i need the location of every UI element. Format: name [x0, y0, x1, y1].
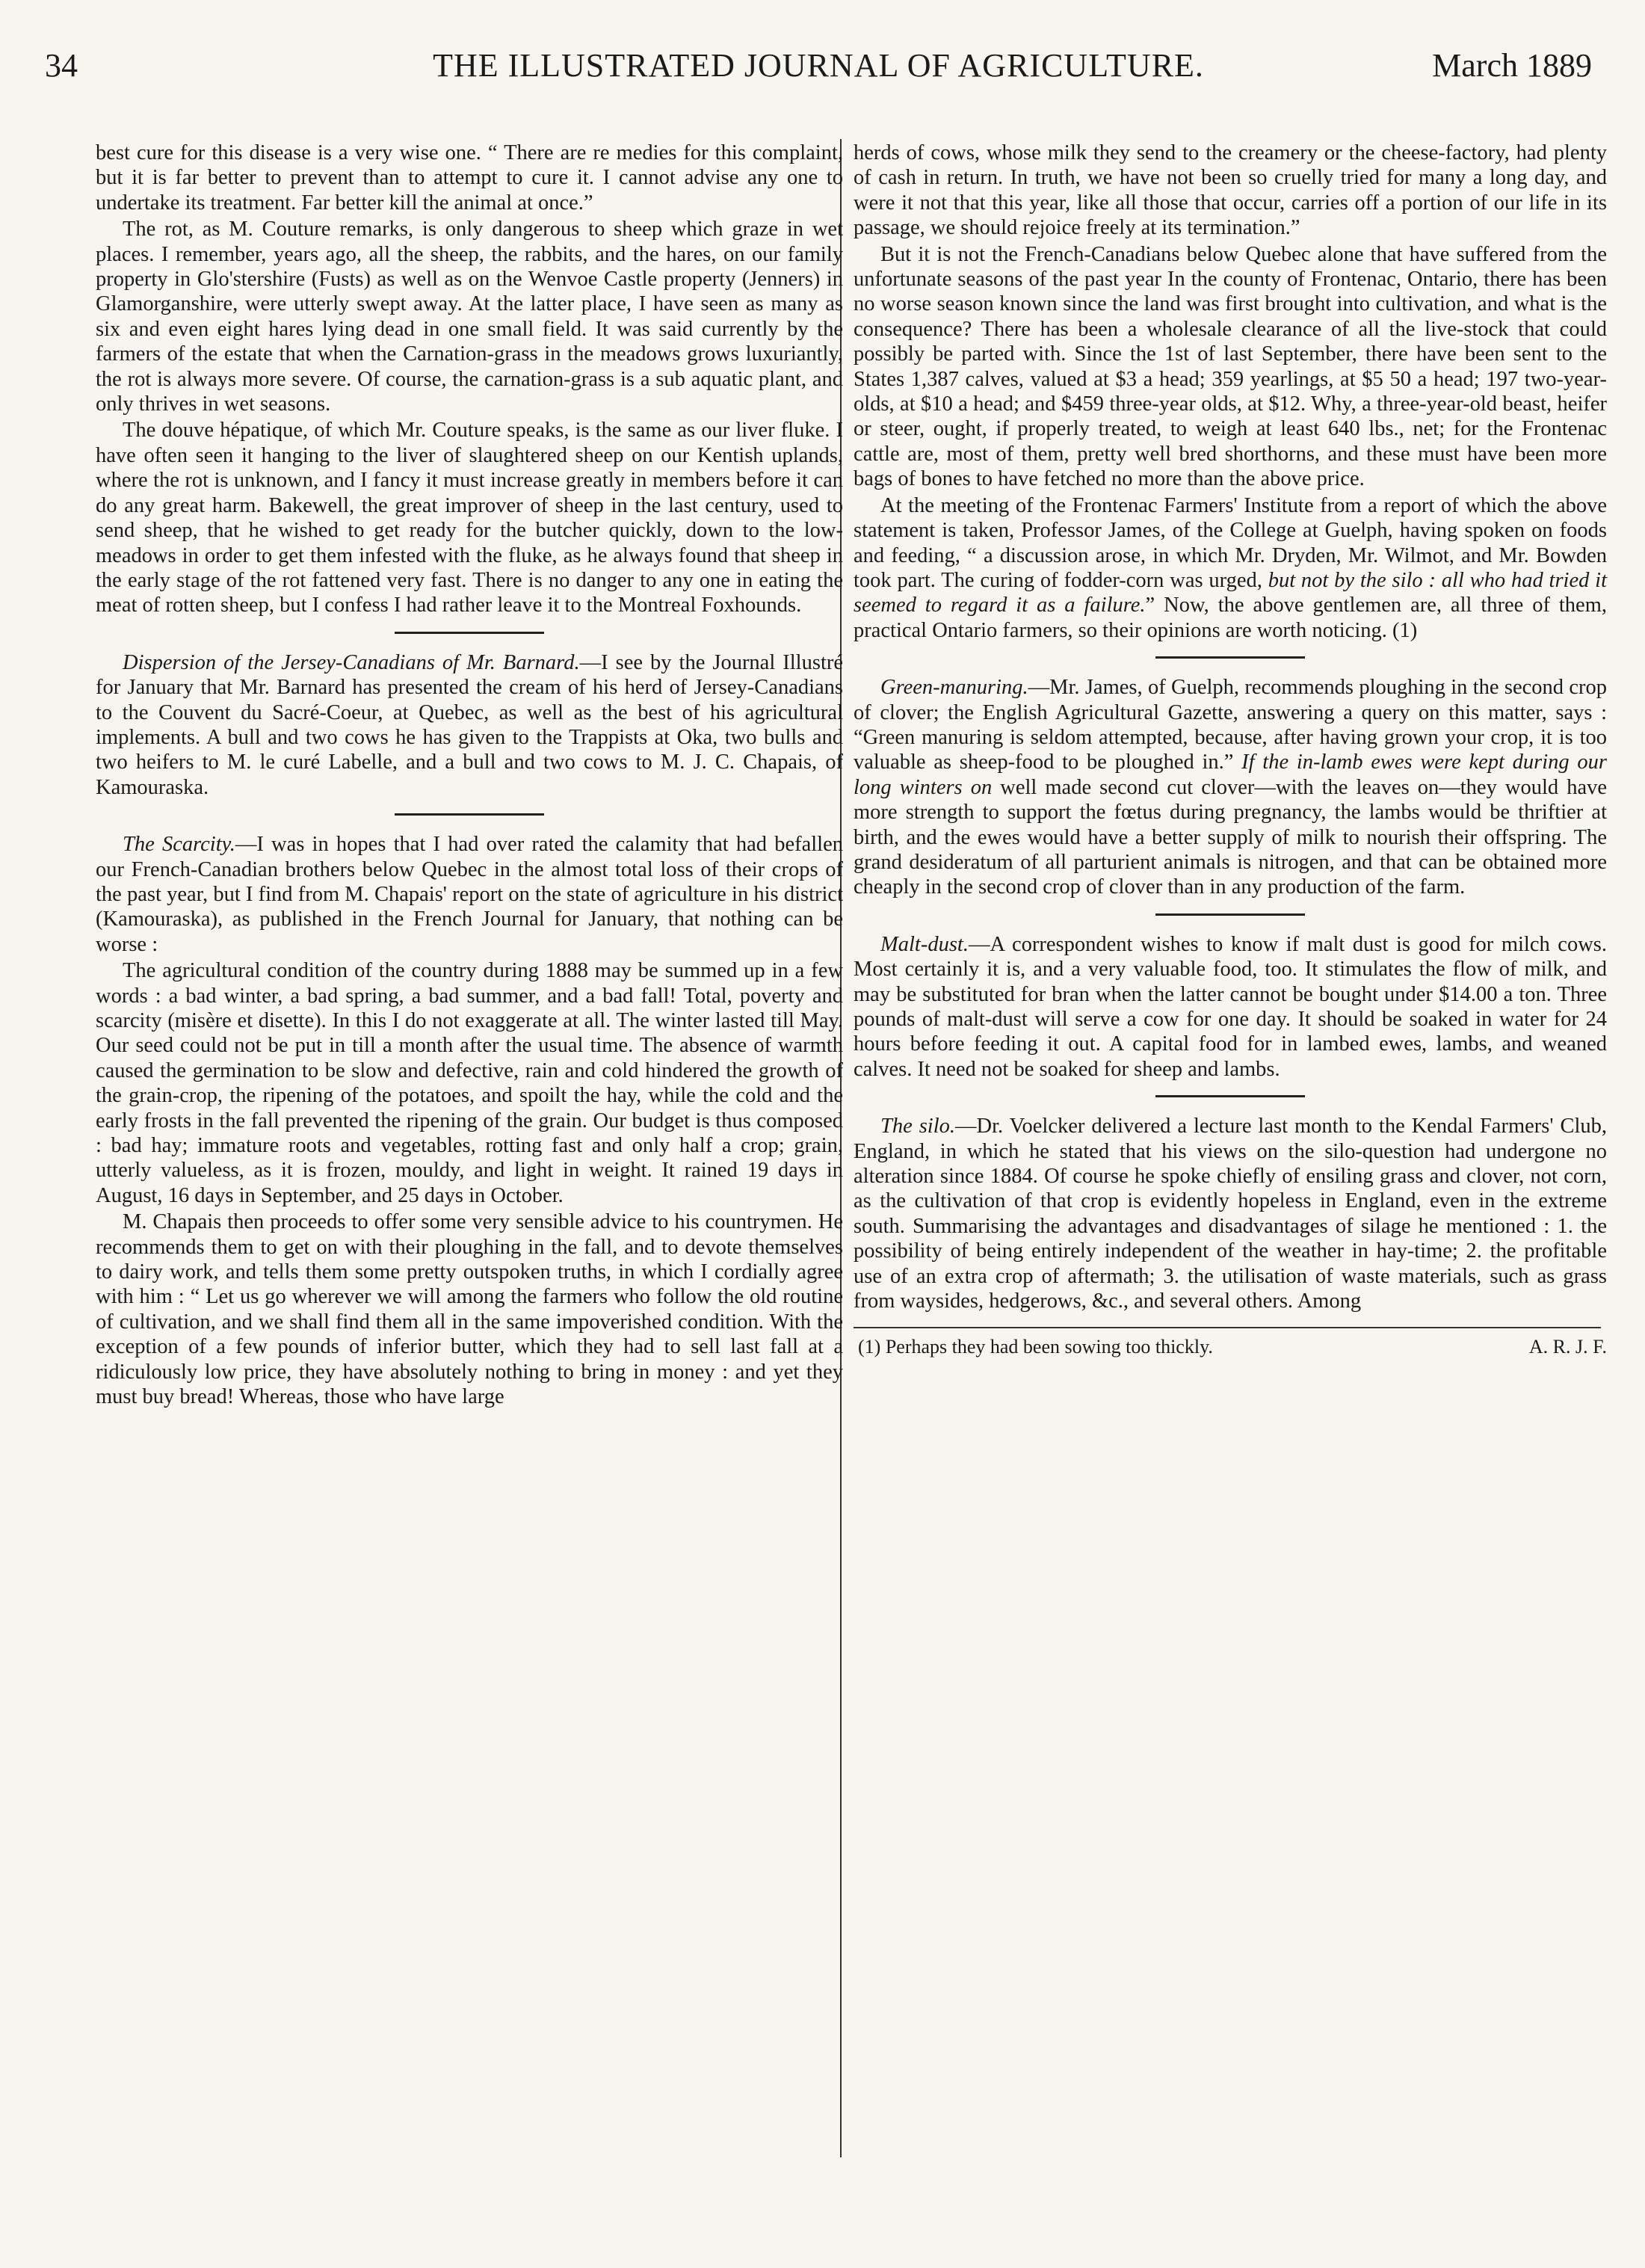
text-run: ” Now, the above gentlemen are, all three of them, practical Ontario farmers, so their opinions are worth noticing. (1) [854, 594, 1607, 642]
paragraph: best cure for this disease is a very wise one. “ There are re medies for this complaint, but it is far better to prevent than to attempt to cure it. I cannot advise any one to undertake its treatment. Far better kill the animal at once.” [96, 141, 843, 215]
section-body: —I was in hopes that I had over rated the calamity that had befallen our French-Canadian brothers below Quebec in the almost total loss of their crops of the past year, but I find from M. Chapais' report on the state of agriculture in his district (Kamouraska), as published in the French Journal for January, that nothing can be worse : [96, 833, 843, 956]
section-title: The silo. [880, 1115, 956, 1138]
section-rule [1155, 913, 1305, 916]
journal-title: THE ILLUSTRATED JOURNAL OF AGRICULTURE. [433, 47, 1204, 84]
footnote-text: (1) Perhaps they had been sowing too thickly. [858, 1336, 1213, 1358]
text-run: —Mr. James, of Guelph, recommends ploughing in the second crop of clover; the English Agricultural Gazette, answering a query on this matter, says : “Green manuring is seldom attempted, because, after having grown your crop, it is too valuable as sheep-food to be ploughed in.” [854, 676, 1607, 774]
paragraph: M. Chapais then proceeds to offer some very sensible advice to his countrymen. He recommends them to get on with their ploughing in the fall, and to devote themselves to dairy work, and tells them some pretty outspoken truths, in which I cordially agree with him : “ Let us go wherever we will among the farmers who follow the old routine of cultivation, and we shall find them all in the same impoverished condition. With the exception of a few pounds of inferior butter, which they had to sell last fall at a ridiculously low price, they have absolutely nothing to bring in money : and yet they must buy bread! Whereas, those who have large [96, 1210, 843, 1409]
section-rule [395, 632, 544, 634]
page-number: 34 [45, 47, 78, 84]
running-header [45, 46, 1592, 99]
section-rule [1155, 656, 1305, 659]
section-malt-dust [854, 932, 1607, 1082]
footnote-rule [854, 1327, 1601, 1328]
section-green-manuring [854, 675, 1607, 900]
paragraph: herds of cows, whose milk they send to the creamery or the cheese-factory, had plenty of cash in return. In truth, we have not been so cruelly tried for many a long day, and were it not that this year, like all those that occur, carries off a portion of our life in its passage, we should rejoice freely at its termination.” [854, 141, 1607, 240]
section-title: The Scarcity. [123, 833, 235, 857]
section-title: Dispersion of the Jersey-Canadians of Mr. Barnard. [123, 650, 580, 674]
right-column [854, 141, 1607, 1360]
paragraph [854, 493, 1607, 643]
section-body: —I see by the Journal Illustré for January that Mr. Barnard has presented the cream of his herd of Jersey-Canadians to the Couvent du Sacré-Coeur, at Quebec, as well as the best of his agricultural implements. A bull and two cows he has given to the Trappists at Oka, two bulls and two heifers to M. le curé Labelle, and a bull and two cows to M. J. C. Chapais, of Kamouraska. [96, 650, 843, 799]
section-body: —Dr. Voelcker delivered a lecture last month to the Kendal Farmers' Club, England, in which he stated that his views on the silo-question had undergone no alteration since 1884. Of course he spoke chiefly of ensiling grass and clover, not corn, as the cultivation of that crop is evidently hopeless in England, even in the extreme south. Summarising the advantages and disadvantages of silage he mentioned : 1. the possibility of being entirely independent of the weather in hay-time; 2. the profitable use of an extra crop of aftermath; 3. the utilisation of waste materials, such as grass from waysides, hedgerows, &c., and several others. Among [854, 1115, 1607, 1313]
paragraph: The rot, as M. Couture remarks, is only dangerous to sheep which graze in wet places. I remember, years ago, all the sheep, the rabbits, and the hares, on our family property in Glo'stershire (Fusts) as well as on the Wenvoe Castle property (Jenners) in Glamorganshire, were utterly swept away. At the latter place, I have seen as many as six and even eight hares lying dead in one small field. It was said currently by the farmers of the estate that when the Carnation-grass in the meadows grows luxuriantly, the rot is always more severe. Of course, the carnation-grass is a sub aquatic plant, and only thrives in wet seasons. [96, 218, 843, 416]
section-body: —A correspondent wishes to know if malt dust is good for milch cows. Most certainly it is, and a very valuable food, too. It stimulates the flow of milk, and may be substituted for bran when the latter cannot be bought under $14.00 a ton. Three pounds of malt-dust will serve a cow for one day. It should be soaked in water for 24 hours before feeding it out. A capital food for in lambed ewes, lambs, and weaned calves. It need not be soaked for sheep and lambs. [854, 932, 1607, 1081]
section-title: Malt-dust. [880, 932, 969, 956]
issue-date: March 1889 [1432, 47, 1592, 84]
footnote [854, 1336, 1607, 1358]
section-silo [854, 1114, 1607, 1313]
paragraph: The agricultural condition of the country during 1888 may be summed up in a few words : a bad winter, a bad spring, a bad summer, and a bad fall! Total, poverty and scarcity (misère et disette). In this I do not exaggerate at all. The winter lasted till May. Our seed could not be put in till a month after the usual time. The absence of warmth caused the germination to be slow and defective, rain and cold hindered the growth of the grain-crop, the ripening of the potatoes, and spoilt the hay, while the cold and the early frosts in the fall prevented the ripening of the grain. Our budget is thus composed : bad hay; immature roots and vegetables, rotting fast and only half a crop; grain, utterly valueless, as it is frozen, mouldy, and light in weight. It rained 19 days in August, 16 days in September, and 25 days in October. [96, 959, 843, 1207]
section-scarcity [96, 832, 843, 957]
italic-run: If the in-lamb ewes were kept during our long winters on [854, 751, 1607, 799]
italic-run: but not by the silo : all who had tried it seemed to regard it as a failure. [854, 568, 1608, 617]
paragraph: The douve hépatique, of which Mr. Couture speaks, is the same as our liver fluke. I have often seen it hanging to the liver of slaughtered sheep on our Kentish uplands, where the rot is unknown, and I fancy it must increase greatly in members before it can do any great harm. Bakewell, the great improver of sheep in the last century, used to send sheep, that he wished to get ready for the butcher quickly, down to the low-meadows in order to get them infested with the fluke, as he always found that sheep in the early stage of the rot fattened very fast. There is no danger to any one in eating the meat of rotten sheep, but I confess I had rather leave it to the Montreal Foxhounds. [96, 419, 843, 617]
footnote-signature: A. R. J. F. [1528, 1336, 1607, 1358]
section-rule [1155, 1095, 1305, 1097]
text-run: well made second cut clover—with the leaves on—they would have more strength to support the fœtus during pregnancy, the lambs would be thriftier at birth, and the ewes would have a better supply of milk to nourish their offspring. The grand desideratum of all parturient animals is nitrogen, and that can be obtained more cheaply in the second crop of clover than in any production of the farm. [854, 775, 1607, 899]
left-column [96, 141, 843, 1411]
section-title: Green-manuring. [880, 676, 1028, 700]
paragraph: But it is not the French-Canadians below Quebec alone that have suffered from the unfortunate seasons of the past year In the county of Frontenac, Ontario, there has been no worse season known since the land was first brought into cultivation, and what is the consequence? There has been a wholesale clearance of all the live-stock that could possibly be parted with. Since the 1st of last September, there have been sent to the States 1,387 calves, valued at $3 a head; 359 yearlings, at $5 50 a head; 197 two-year-olds, at $10 a head; and $459 three-year olds, at $12. Why, a three-year-old beast, heifer or steer, ought, if properly treated, to weigh at least 640 lbs., net; for the Frontenac cattle are, most of them, pretty well bred shorthorns, and these must have been more bags of bones to have fetched no more than the above price. [854, 242, 1607, 491]
section-rule [395, 813, 544, 816]
text-run: At the meeting of the Frontenac Farmers' Institute from a report of which the above statement is taken, Professor James, of the College at Guelph, having spoken on foods and feeding, “ a discussion arose, in which Mr. Dryden, Mr. Wilmot, and Mr. Bowden took part. The curing of fodder-corn was urged, [854, 493, 1607, 592]
section-dispersion [96, 650, 843, 800]
